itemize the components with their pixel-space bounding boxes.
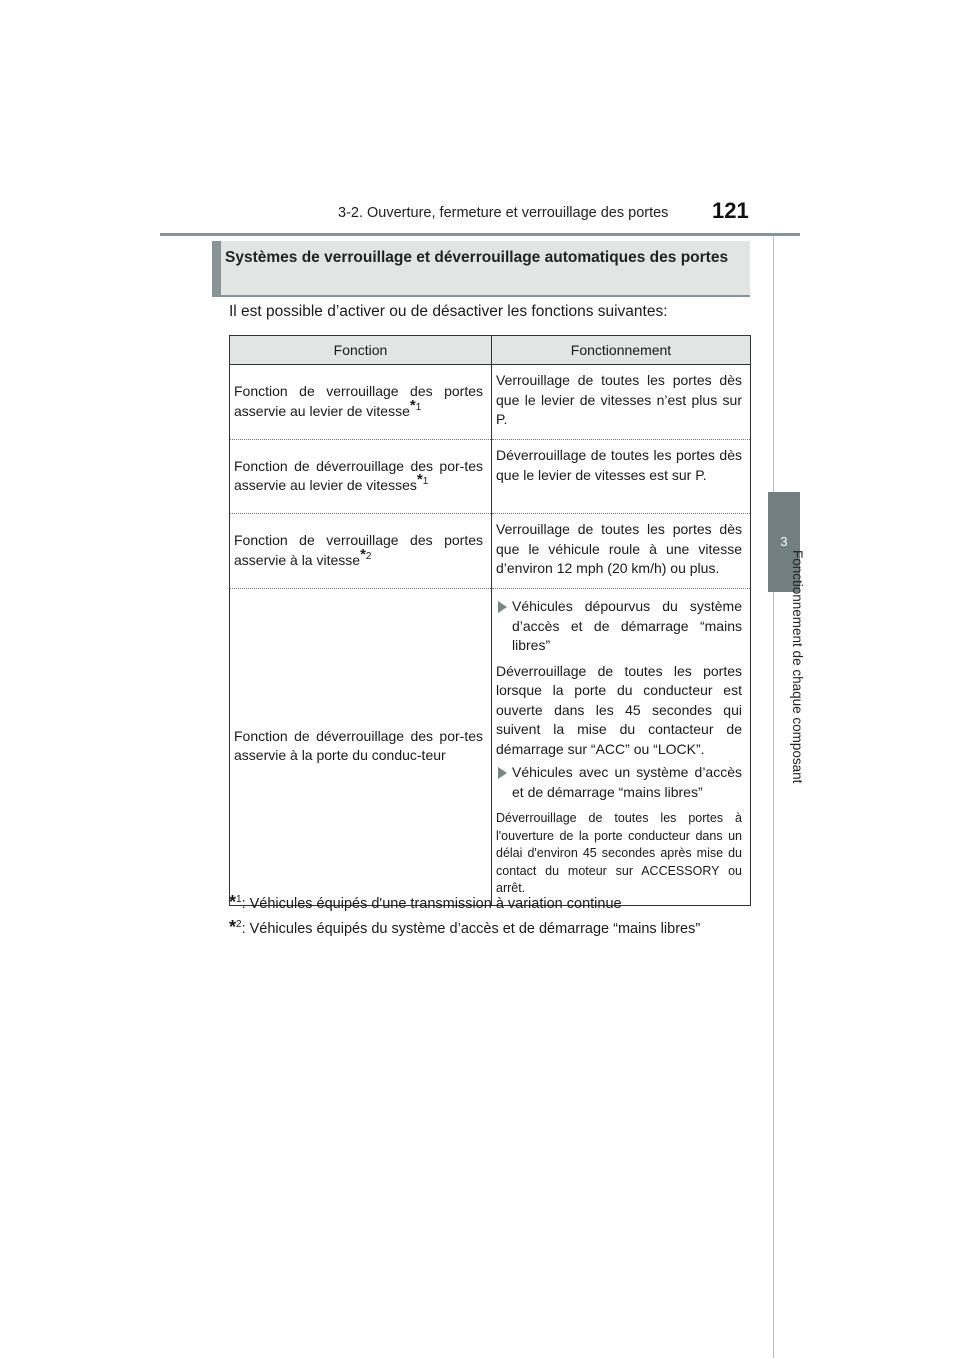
case-text-2: Déverrouillage de toutes les portes à l'ouverture de la porte conducteur dans un délai d'environ 45 secondes après mise du contact du moteur sur ACCESSORY ou arrêt. [496,811,742,895]
operation-cell: Verrouillage de toutes les portes dès que le levier de vitesses n’est plus sur P. [492,365,751,440]
function-cell: Fonction de déverrouillage des por-tes asservie à la porte du conduc-teur [230,589,492,906]
case-label-2: Véhicules avec un système d’accès et de démarrage “mains libres” [496,763,742,802]
page-number: 121 [712,198,749,223]
side-divider-line [773,236,774,1358]
table-row [230,440,751,514]
header-rule [160,233,800,236]
operation-cell: Déverrouillage de toutes les portes dès que le levier de vitesses est sur P. [492,440,751,514]
function-cell [230,514,492,589]
section-heading: Systèmes de verrouillage et déverrouillage automatiques des portes [225,249,729,266]
footnote-ref: *1 [416,471,429,489]
table-header-row [230,336,751,365]
arrow-right-icon [498,767,507,779]
table-row [230,589,751,906]
table-row [230,514,751,589]
footnote: *$^2$: Véhicules équipés du système d’accès et de démarrage “mains libres” [229,917,701,937]
arrow-right-icon [498,601,507,613]
chapter-number: 3 [780,534,788,549]
column-header-operation: Fonctionnement [492,336,751,365]
intro-text: Il est possible d’activer ou de désactiver les fonctions suivantes: [229,303,668,320]
table-row [230,365,751,440]
case-text-1: Déverrouillage de toutes les portes lorsque la porte du conducteur est ouverte dans les 45 secondes qui suivent la mise du contacteur de démarrage sur “ACC” ou “LOCK”. [496,662,742,757]
operation-cell [492,589,751,906]
footnote-ref: *2 [360,545,372,563]
running-header-section-title: 3-2. Ouverture, fermeture et verrouillage des portes [338,205,669,221]
column-header-function: Fonction [230,336,492,365]
function-table [229,335,751,906]
function-cell [230,365,492,440]
section-heading-box [212,241,750,297]
function-cell [230,440,492,514]
operation-cell: Verrouillage de toutes les portes dès que le véhicule roule à une vitesse d’environ 12 mph (20 km/h) ou plus. [492,514,751,589]
footnote-ref: *1 [409,396,422,414]
case-label-1: Véhicules dépourvus du système d’accès et de démarrage “mains libres” [496,597,742,656]
function-text: Fonction de verrouillage des portes asservie au levier de vitesse [234,383,483,419]
function-text: Fonction de déverrouillage des por-tes asservie au levier de vitesses [234,457,483,493]
function-text: Fonction de verrouillage des portes asservie à la vitesse [234,532,483,568]
section-heading-bar [212,241,221,297]
chapter-title: Fonctionnement de chaque composant [790,550,805,784]
footnote: *$^1$: Véhicules équipés d'une transmission à variation continue [229,892,622,912]
